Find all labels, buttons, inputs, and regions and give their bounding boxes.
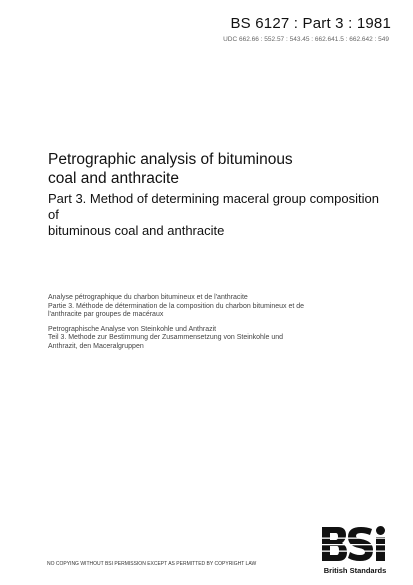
- bsi-logo: [320, 525, 390, 577]
- logo-caption: British Standards: [323, 566, 387, 575]
- german-title-line-1: Petrographische Analyse von Steinkohle und Anthrazit: [48, 325, 217, 333]
- part-title-line-1: Part 3. Method of determining maceral group composition of: [48, 191, 379, 222]
- part-title: [48, 191, 388, 239]
- bsi-logo-mark: [320, 525, 390, 563]
- part-title-line-2: bituminous coal and anthracite: [48, 223, 225, 238]
- french-title-line-3: l'anthracite par groupes de macéraux: [48, 311, 164, 319]
- document-title: [48, 150, 388, 188]
- document-title-line-2: coal and anthracite: [48, 170, 179, 187]
- german-title-line-2: Teil 3. Methode zur Bestimmung der Zusammensetzung von Steinkohle und: [48, 334, 284, 342]
- udc-classification: UDC 662.66 : 552.57 : 543.45 : 662.641.5 : 662.642 : 549: [223, 36, 389, 43]
- german-title-line-3: Anthrazit, den Maceralgruppen: [48, 342, 144, 350]
- french-title-line-1: Analyse pétrographique du charbon bitumineux et de l'anthracite: [48, 294, 248, 301]
- document-title-line-1: Petrographic analysis of bituminous: [48, 151, 293, 168]
- standard-number: BS 6127 : Part 3 : 1981: [230, 15, 391, 32]
- title-block: [48, 150, 388, 239]
- french-title-line-2: Partie 3. Méthode de détermination de la composition du charbon bitumineux et de: [48, 302, 305, 310]
- copyright-notice: NO COPYING WITHOUT BSI PERMISSION EXCEPT AS PERMITTED BY COPYRIGHT LAW: [47, 561, 257, 567]
- title-translations: [48, 294, 348, 352]
